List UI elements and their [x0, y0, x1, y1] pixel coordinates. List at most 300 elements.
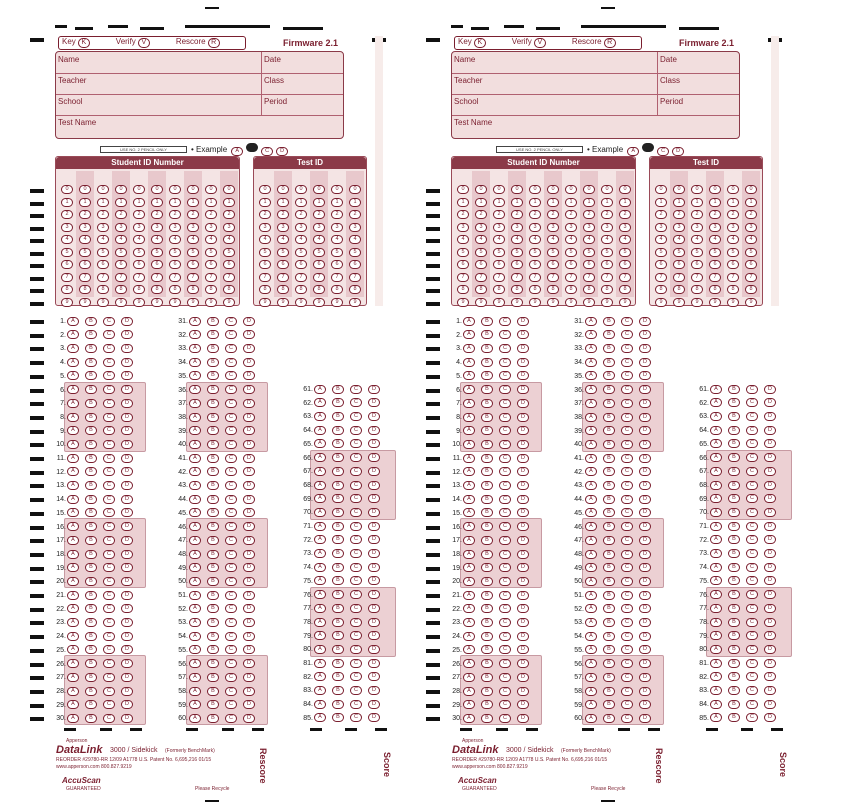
- answer-bubble-c[interactable]: C: [621, 440, 633, 449]
- student-id-digit-bubble[interactable]: 2: [97, 210, 109, 219]
- answer-bubble-d[interactable]: D: [368, 672, 380, 681]
- test-id-digit-bubble[interactable]: 3: [295, 223, 307, 232]
- answer-bubble-b[interactable]: B: [728, 700, 740, 709]
- answer-bubble-c[interactable]: C: [746, 439, 758, 448]
- answer-bubble-d[interactable]: D: [121, 344, 133, 353]
- answer-bubble-a[interactable]: A: [710, 563, 722, 572]
- answer-bubble-a[interactable]: A: [463, 714, 475, 723]
- answer-bubble-b[interactable]: B: [481, 604, 493, 613]
- answer-bubble-a[interactable]: A: [463, 632, 475, 641]
- answer-bubble-c[interactable]: C: [103, 659, 115, 668]
- answer-bubble-b[interactable]: B: [207, 632, 219, 641]
- answer-bubble-b[interactable]: B: [85, 645, 97, 654]
- answer-bubble-d[interactable]: D: [517, 454, 529, 463]
- student-id-digit-bubble[interactable]: 3: [115, 223, 127, 232]
- answer-bubble-b[interactable]: B: [85, 591, 97, 600]
- answer-bubble-b[interactable]: B: [85, 481, 97, 490]
- student-id-digit-bubble[interactable]: 3: [619, 223, 631, 232]
- student-id-digit-bubble[interactable]: 7: [475, 273, 487, 282]
- answer-bubble-a[interactable]: A: [67, 618, 79, 627]
- answer-bubble-a[interactable]: A: [710, 494, 722, 503]
- answer-bubble-b[interactable]: B: [207, 563, 219, 572]
- test-id-digit-bubble[interactable]: 0: [331, 185, 343, 194]
- answer-bubble-d[interactable]: D: [368, 576, 380, 585]
- student-id-digit-bubble[interactable]: 3: [565, 223, 577, 232]
- answer-bubble-a[interactable]: A: [189, 659, 201, 668]
- student-id-digit-bubble[interactable]: 8: [61, 285, 73, 294]
- answer-bubble-c[interactable]: C: [621, 645, 633, 654]
- answer-bubble-b[interactable]: B: [728, 481, 740, 490]
- answer-bubble-d[interactable]: D: [764, 700, 776, 709]
- answer-bubble-d[interactable]: D: [243, 591, 255, 600]
- answer-bubble-c[interactable]: C: [350, 522, 362, 531]
- answer-bubble-a[interactable]: A: [585, 522, 597, 531]
- answer-bubble-c[interactable]: C: [746, 618, 758, 627]
- test-id-digit-bubble[interactable]: 7: [277, 273, 289, 282]
- answer-bubble-a[interactable]: A: [189, 426, 201, 435]
- answer-bubble-a[interactable]: A: [314, 522, 326, 531]
- answer-bubble-b[interactable]: B: [207, 604, 219, 613]
- answer-bubble-a[interactable]: A: [67, 604, 79, 613]
- answer-bubble-d[interactable]: D: [517, 522, 529, 531]
- test-id-digit-bubble[interactable]: 8: [277, 285, 289, 294]
- answer-bubble-c[interactable]: C: [103, 495, 115, 504]
- student-id-digit-bubble[interactable]: 3: [583, 223, 595, 232]
- answer-bubble-b[interactable]: B: [332, 439, 344, 448]
- answer-bubble-a[interactable]: A: [189, 317, 201, 326]
- answer-bubble-a[interactable]: A: [710, 467, 722, 476]
- student-id-digit-bubble[interactable]: 6: [529, 260, 541, 269]
- answer-bubble-d[interactable]: D: [639, 563, 651, 572]
- student-id-digit-bubble[interactable]: 4: [601, 235, 613, 244]
- answer-bubble-b[interactable]: B: [207, 358, 219, 367]
- answer-bubble-a[interactable]: A: [463, 481, 475, 490]
- answer-bubble-c[interactable]: C: [350, 453, 362, 462]
- answer-bubble-b[interactable]: B: [728, 535, 740, 544]
- rescore-field[interactable]: [572, 37, 616, 46]
- answer-bubble-c[interactable]: C: [225, 358, 237, 367]
- answer-bubble-d[interactable]: D: [517, 358, 529, 367]
- verify-field[interactable]: [512, 37, 546, 46]
- student-id-digit-bubble[interactable]: 0: [529, 185, 541, 194]
- answer-bubble-a[interactable]: A: [463, 330, 475, 339]
- verify-bubble[interactable]: V: [534, 38, 546, 48]
- student-id-digit-bubble[interactable]: 1: [169, 198, 181, 207]
- answer-bubble-c[interactable]: C: [746, 467, 758, 476]
- answer-bubble-b[interactable]: B: [603, 317, 615, 326]
- answer-bubble-c[interactable]: C: [499, 673, 511, 682]
- answer-bubble-c[interactable]: C: [746, 631, 758, 640]
- student-id-digit-bubble[interactable]: 6: [205, 260, 217, 269]
- answer-bubble-b[interactable]: B: [603, 344, 615, 353]
- answer-bubble-c[interactable]: C: [103, 522, 115, 531]
- answer-bubble-d[interactable]: D: [368, 508, 380, 517]
- student-id-digit-bubble[interactable]: 8: [493, 285, 505, 294]
- answer-bubble-b[interactable]: B: [332, 576, 344, 585]
- test-id-digit-bubble[interactable]: 8: [673, 285, 685, 294]
- answer-bubble-d[interactable]: D: [243, 645, 255, 654]
- student-id-digit-bubble[interactable]: 4: [97, 235, 109, 244]
- answer-bubble-d[interactable]: D: [368, 522, 380, 531]
- answer-bubble-c[interactable]: C: [225, 330, 237, 339]
- answer-bubble-a[interactable]: A: [585, 604, 597, 613]
- answer-bubble-d[interactable]: D: [517, 344, 529, 353]
- answer-bubble-b[interactable]: B: [728, 645, 740, 654]
- student-id-digit-bubble[interactable]: 7: [133, 273, 145, 282]
- test-id-digit-bubble[interactable]: 9: [349, 298, 361, 307]
- student-id-digit-bubble[interactable]: 7: [61, 273, 73, 282]
- answer-bubble-d[interactable]: D: [639, 604, 651, 613]
- student-id-digit-bubble[interactable]: 3: [547, 223, 559, 232]
- student-id-digit-bubble[interactable]: 5: [565, 248, 577, 257]
- test-id-digit-bubble[interactable]: 3: [313, 223, 325, 232]
- answer-bubble-c[interactable]: C: [225, 413, 237, 422]
- answer-bubble-b[interactable]: B: [603, 426, 615, 435]
- answer-bubble-b[interactable]: B: [728, 385, 740, 394]
- test-id-digit-bubble[interactable]: 0: [727, 185, 739, 194]
- student-id-digit-bubble[interactable]: 2: [583, 210, 595, 219]
- answer-bubble-d[interactable]: D: [764, 426, 776, 435]
- answer-bubble-a[interactable]: A: [189, 467, 201, 476]
- answer-bubble-a[interactable]: A: [585, 659, 597, 668]
- answer-bubble-c[interactable]: C: [499, 358, 511, 367]
- answer-bubble-d[interactable]: D: [243, 371, 255, 380]
- student-id-digit-bubble[interactable]: 2: [475, 210, 487, 219]
- answer-bubble-d[interactable]: D: [243, 495, 255, 504]
- answer-bubble-d[interactable]: D: [121, 371, 133, 380]
- answer-bubble-c[interactable]: C: [621, 508, 633, 517]
- student-id-digit-bubble[interactable]: 0: [115, 185, 127, 194]
- student-id-digit-bubble[interactable]: 7: [565, 273, 577, 282]
- answer-bubble-c[interactable]: C: [103, 426, 115, 435]
- test-id-digit-bubble[interactable]: 9: [295, 298, 307, 307]
- test-id-digit-bubble[interactable]: 0: [655, 185, 667, 194]
- answer-bubble-d[interactable]: D: [764, 508, 776, 517]
- test-id-digit-bubble[interactable]: 8: [655, 285, 667, 294]
- answer-bubble-c[interactable]: C: [499, 508, 511, 517]
- answer-bubble-d[interactable]: D: [517, 604, 529, 613]
- answer-bubble-c[interactable]: C: [225, 659, 237, 668]
- answer-bubble-c[interactable]: C: [621, 618, 633, 627]
- answer-bubble-b[interactable]: B: [603, 563, 615, 572]
- answer-bubble-d[interactable]: D: [639, 358, 651, 367]
- student-id-digit-bubble[interactable]: 2: [133, 210, 145, 219]
- student-id-digit-bubble[interactable]: 1: [601, 198, 613, 207]
- answer-bubble-c[interactable]: C: [499, 714, 511, 723]
- answer-bubble-d[interactable]: D: [243, 604, 255, 613]
- student-id-digit-bubble[interactable]: 6: [619, 260, 631, 269]
- student-id-digit-bubble[interactable]: 2: [457, 210, 469, 219]
- student-id-digit-bubble[interactable]: 1: [529, 198, 541, 207]
- answer-bubble-b[interactable]: B: [603, 385, 615, 394]
- answer-bubble-b[interactable]: B: [481, 645, 493, 654]
- answer-bubble-c[interactable]: C: [225, 591, 237, 600]
- answer-bubble-a[interactable]: A: [710, 645, 722, 654]
- student-id-digit-bubble[interactable]: 6: [601, 260, 613, 269]
- answer-bubble-a[interactable]: A: [189, 413, 201, 422]
- name-field[interactable]: Name: [58, 55, 80, 64]
- test-id-digit-bubble[interactable]: 2: [727, 210, 739, 219]
- answer-bubble-d[interactable]: D: [639, 317, 651, 326]
- answer-bubble-a[interactable]: A: [710, 439, 722, 448]
- teacher-field[interactable]: Teacher: [58, 76, 87, 85]
- student-id-digit-bubble[interactable]: 5: [547, 248, 559, 257]
- test-id-digit-bubble[interactable]: 7: [727, 273, 739, 282]
- answer-bubble-a[interactable]: A: [189, 385, 201, 394]
- answer-bubble-b[interactable]: B: [85, 522, 97, 531]
- answer-bubble-a[interactable]: A: [189, 454, 201, 463]
- student-id-digit-bubble[interactable]: 1: [151, 198, 163, 207]
- student-id-digit-bubble[interactable]: 8: [151, 285, 163, 294]
- student-id-digit-bubble[interactable]: 9: [169, 298, 181, 307]
- student-id-digit-bubble[interactable]: 6: [97, 260, 109, 269]
- answer-bubble-d[interactable]: D: [243, 317, 255, 326]
- answer-bubble-a[interactable]: A: [463, 687, 475, 696]
- test-id-digit-bubble[interactable]: 1: [259, 198, 271, 207]
- answer-bubble-a[interactable]: A: [314, 508, 326, 517]
- answer-bubble-c[interactable]: C: [350, 385, 362, 394]
- test-id-digit-bubble[interactable]: 2: [331, 210, 343, 219]
- student-id-digit-bubble[interactable]: 4: [169, 235, 181, 244]
- answer-bubble-b[interactable]: B: [332, 508, 344, 517]
- answer-bubble-b[interactable]: B: [332, 686, 344, 695]
- test-id-digit-bubble[interactable]: 7: [313, 273, 325, 282]
- student-id-digit-bubble[interactable]: 5: [97, 248, 109, 257]
- student-id-digit-bubble[interactable]: 6: [583, 260, 595, 269]
- answer-bubble-d[interactable]: D: [639, 700, 651, 709]
- answer-bubble-a[interactable]: A: [189, 591, 201, 600]
- answer-bubble-b[interactable]: B: [207, 577, 219, 586]
- test-id-digit-bubble[interactable]: 0: [295, 185, 307, 194]
- answer-bubble-d[interactable]: D: [517, 440, 529, 449]
- answer-bubble-d[interactable]: D: [121, 659, 133, 668]
- answer-bubble-b[interactable]: B: [85, 577, 97, 586]
- test-id-digit-bubble[interactable]: 6: [259, 260, 271, 269]
- student-id-digit-bubble[interactable]: 0: [79, 185, 91, 194]
- answer-bubble-b[interactable]: B: [481, 399, 493, 408]
- answer-bubble-a[interactable]: A: [67, 317, 79, 326]
- answer-bubble-a[interactable]: A: [585, 467, 597, 476]
- answer-bubble-c[interactable]: C: [621, 604, 633, 613]
- answer-bubble-c[interactable]: C: [621, 522, 633, 531]
- answer-bubble-a[interactable]: A: [67, 371, 79, 380]
- answer-bubble-a[interactable]: A: [710, 535, 722, 544]
- answer-bubble-a[interactable]: A: [585, 632, 597, 641]
- student-id-digit-bubble[interactable]: 8: [511, 285, 523, 294]
- student-id-digit-bubble[interactable]: 2: [169, 210, 181, 219]
- test-id-digit-bubble[interactable]: 4: [691, 235, 703, 244]
- answer-bubble-a[interactable]: A: [189, 632, 201, 641]
- answer-bubble-d[interactable]: D: [368, 645, 380, 654]
- answer-bubble-c[interactable]: C: [225, 687, 237, 696]
- answer-bubble-b[interactable]: B: [728, 522, 740, 531]
- answer-bubble-b[interactable]: B: [603, 591, 615, 600]
- answer-bubble-c[interactable]: C: [746, 713, 758, 722]
- test-id-digit-bubble[interactable]: 1: [745, 198, 757, 207]
- answer-bubble-c[interactable]: C: [499, 700, 511, 709]
- answer-bubble-b[interactable]: B: [332, 385, 344, 394]
- answer-bubble-b[interactable]: B: [207, 330, 219, 339]
- answer-bubble-b[interactable]: B: [85, 604, 97, 613]
- answer-bubble-d[interactable]: D: [121, 591, 133, 600]
- answer-bubble-d[interactable]: D: [639, 495, 651, 504]
- student-id-digit-bubble[interactable]: 0: [601, 185, 613, 194]
- student-id-digit-bubble[interactable]: 5: [457, 248, 469, 257]
- rescore-field[interactable]: [176, 37, 220, 46]
- answer-bubble-d[interactable]: D: [517, 673, 529, 682]
- answer-bubble-c[interactable]: C: [350, 590, 362, 599]
- answer-bubble-b[interactable]: B: [85, 467, 97, 476]
- answer-bubble-c[interactable]: C: [103, 604, 115, 613]
- answer-bubble-d[interactable]: D: [121, 317, 133, 326]
- answer-bubble-b[interactable]: B: [728, 672, 740, 681]
- answer-bubble-c[interactable]: C: [103, 371, 115, 380]
- answer-bubble-d[interactable]: D: [639, 399, 651, 408]
- student-id-digit-bubble[interactable]: 5: [133, 248, 145, 257]
- student-id-digit-bubble[interactable]: 3: [205, 223, 217, 232]
- student-id-digit-bubble[interactable]: 8: [565, 285, 577, 294]
- answer-bubble-d[interactable]: D: [368, 494, 380, 503]
- answer-bubble-d[interactable]: D: [517, 508, 529, 517]
- student-id-digit-bubble[interactable]: 7: [187, 273, 199, 282]
- name-field[interactable]: Name: [454, 55, 476, 64]
- answer-bubble-d[interactable]: D: [764, 412, 776, 421]
- student-id-digit-bubble[interactable]: 5: [601, 248, 613, 257]
- answer-bubble-b[interactable]: B: [603, 536, 615, 545]
- answer-bubble-d[interactable]: D: [764, 645, 776, 654]
- answer-bubble-a[interactable]: A: [463, 508, 475, 517]
- answer-bubble-a[interactable]: A: [585, 344, 597, 353]
- answer-bubble-c[interactable]: C: [499, 563, 511, 572]
- answer-bubble-a[interactable]: A: [67, 536, 79, 545]
- answer-bubble-b[interactable]: B: [481, 550, 493, 559]
- answer-bubble-c[interactable]: C: [225, 714, 237, 723]
- student-id-digit-bubble[interactable]: 7: [151, 273, 163, 282]
- answer-bubble-c[interactable]: C: [621, 577, 633, 586]
- answer-bubble-b[interactable]: B: [207, 495, 219, 504]
- answer-bubble-c[interactable]: C: [621, 495, 633, 504]
- answer-bubble-c[interactable]: C: [621, 358, 633, 367]
- answer-bubble-a[interactable]: A: [314, 590, 326, 599]
- answer-bubble-b[interactable]: B: [85, 358, 97, 367]
- answer-bubble-d[interactable]: D: [368, 604, 380, 613]
- test-id-digit-bubble[interactable]: 3: [259, 223, 271, 232]
- answer-bubble-d[interactable]: D: [764, 549, 776, 558]
- answer-bubble-a[interactable]: A: [585, 577, 597, 586]
- answer-bubble-c[interactable]: C: [225, 454, 237, 463]
- test-id-digit-bubble[interactable]: 5: [295, 248, 307, 257]
- key-field[interactable]: [458, 37, 486, 46]
- student-id-digit-bubble[interactable]: 4: [619, 235, 631, 244]
- answer-bubble-a[interactable]: A: [710, 618, 722, 627]
- answer-bubble-b[interactable]: B: [728, 508, 740, 517]
- answer-bubble-b[interactable]: B: [728, 494, 740, 503]
- answer-bubble-d[interactable]: D: [517, 687, 529, 696]
- answer-bubble-a[interactable]: A: [710, 426, 722, 435]
- answer-bubble-b[interactable]: B: [603, 454, 615, 463]
- answer-bubble-b[interactable]: B: [85, 508, 97, 517]
- student-id-digit-bubble[interactable]: 9: [529, 298, 541, 307]
- answer-bubble-c[interactable]: C: [225, 440, 237, 449]
- test-id-digit-bubble[interactable]: 8: [349, 285, 361, 294]
- answer-bubble-b[interactable]: B: [481, 659, 493, 668]
- test-id-digit-bubble[interactable]: 3: [691, 223, 703, 232]
- answer-bubble-d[interactable]: D: [121, 618, 133, 627]
- answer-bubble-d[interactable]: D: [121, 399, 133, 408]
- answer-bubble-b[interactable]: B: [85, 659, 97, 668]
- answer-bubble-b[interactable]: B: [603, 659, 615, 668]
- answer-bubble-b[interactable]: B: [332, 481, 344, 490]
- answer-bubble-a[interactable]: A: [585, 454, 597, 463]
- answer-bubble-a[interactable]: A: [314, 604, 326, 613]
- answer-bubble-a[interactable]: A: [67, 454, 79, 463]
- answer-bubble-d[interactable]: D: [121, 632, 133, 641]
- student-id-digit-bubble[interactable]: 7: [583, 273, 595, 282]
- student-id-digit-bubble[interactable]: 1: [547, 198, 559, 207]
- answer-bubble-d[interactable]: D: [764, 467, 776, 476]
- answer-bubble-a[interactable]: A: [67, 344, 79, 353]
- answer-bubble-d[interactable]: D: [764, 604, 776, 613]
- answer-bubble-d[interactable]: D: [639, 687, 651, 696]
- student-id-digit-bubble[interactable]: 9: [115, 298, 127, 307]
- answer-bubble-a[interactable]: A: [67, 550, 79, 559]
- answer-bubble-d[interactable]: D: [243, 700, 255, 709]
- answer-bubble-d[interactable]: D: [243, 385, 255, 394]
- test-id-digit-bubble[interactable]: 0: [259, 185, 271, 194]
- test-id-digit-bubble[interactable]: 4: [709, 235, 721, 244]
- answer-bubble-c[interactable]: C: [499, 645, 511, 654]
- answer-bubble-c[interactable]: C: [621, 563, 633, 572]
- answer-bubble-a[interactable]: A: [710, 631, 722, 640]
- test-id-digit-bubble[interactable]: 1: [673, 198, 685, 207]
- student-id-digit-bubble[interactable]: 8: [97, 285, 109, 294]
- student-id-digit-bubble[interactable]: 6: [511, 260, 523, 269]
- student-id-digit-bubble[interactable]: 9: [511, 298, 523, 307]
- answer-bubble-c[interactable]: C: [225, 426, 237, 435]
- answer-bubble-c[interactable]: C: [350, 439, 362, 448]
- answer-bubble-d[interactable]: D: [121, 508, 133, 517]
- answer-bubble-c[interactable]: C: [499, 577, 511, 586]
- answer-bubble-a[interactable]: A: [67, 632, 79, 641]
- answer-bubble-d[interactable]: D: [764, 618, 776, 627]
- student-id-digit-bubble[interactable]: 7: [223, 273, 235, 282]
- answer-bubble-c[interactable]: C: [499, 495, 511, 504]
- student-id-digit-bubble[interactable]: 3: [493, 223, 505, 232]
- answer-bubble-a[interactable]: A: [67, 481, 79, 490]
- test-id-digit-bubble[interactable]: 8: [259, 285, 271, 294]
- student-id-digit-bubble[interactable]: 2: [187, 210, 199, 219]
- student-id-digit-bubble[interactable]: 1: [61, 198, 73, 207]
- student-id-digit-bubble[interactable]: 4: [583, 235, 595, 244]
- student-id-digit-bubble[interactable]: 7: [601, 273, 613, 282]
- answer-bubble-a[interactable]: A: [67, 591, 79, 600]
- student-id-digit-bubble[interactable]: 4: [115, 235, 127, 244]
- answer-bubble-c[interactable]: C: [225, 399, 237, 408]
- answer-bubble-d[interactable]: D: [121, 495, 133, 504]
- test-id-digit-bubble[interactable]: 8: [295, 285, 307, 294]
- answer-bubble-d[interactable]: D: [121, 687, 133, 696]
- answer-bubble-d[interactable]: D: [121, 454, 133, 463]
- student-id-digit-bubble[interactable]: 1: [223, 198, 235, 207]
- student-id-digit-bubble[interactable]: 6: [547, 260, 559, 269]
- answer-bubble-b[interactable]: B: [332, 590, 344, 599]
- test-id-digit-bubble[interactable]: 6: [709, 260, 721, 269]
- answer-bubble-b[interactable]: B: [85, 495, 97, 504]
- answer-bubble-c[interactable]: C: [225, 344, 237, 353]
- answer-bubble-b[interactable]: B: [332, 522, 344, 531]
- answer-bubble-b[interactable]: B: [603, 399, 615, 408]
- answer-bubble-b[interactable]: B: [728, 686, 740, 695]
